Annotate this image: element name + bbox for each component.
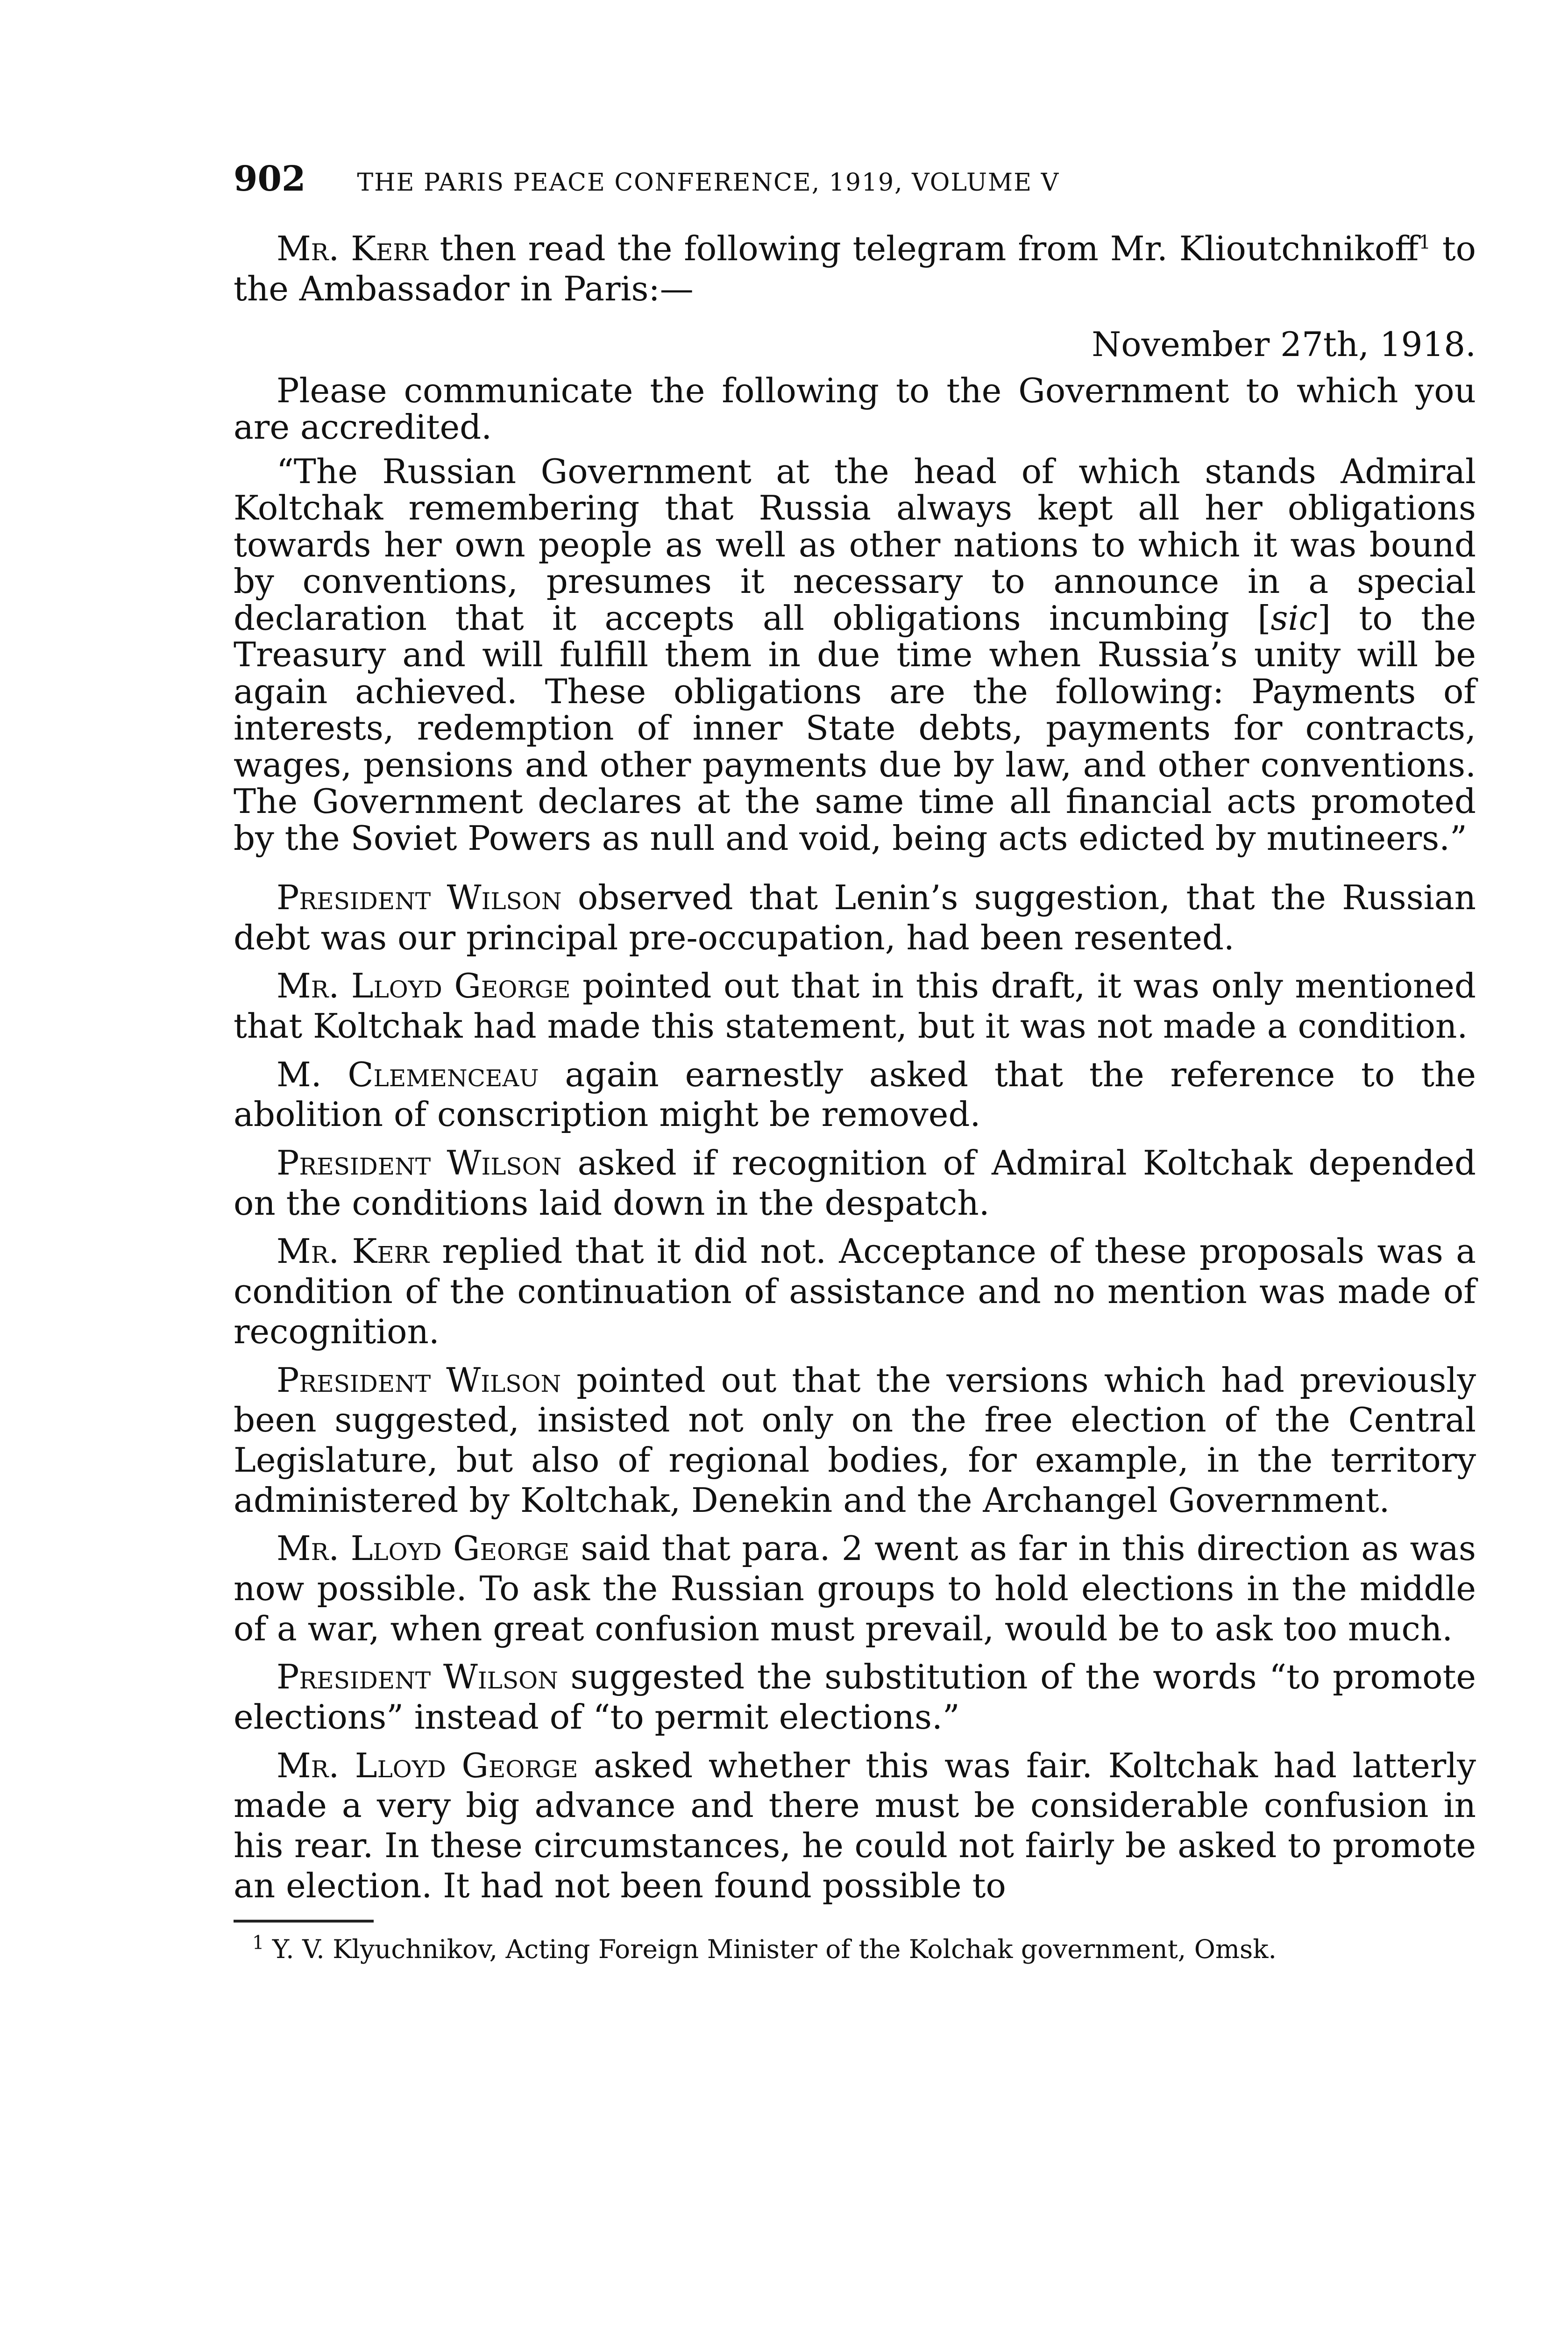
- paragraph-text: asked whether this was fair. Koltchak had latterly made a very big advance and there must be considerable confusion in his rear. In these circumstances, he could not fairly be asked to promote an election. It had not been found possible to: [234, 1745, 1476, 1905]
- footnote-text: Y. V. Klyuchnikov, Acting Foreign Minister of the Kolchak government, Omsk.: [264, 1934, 1277, 1965]
- footnote-divider: [234, 1920, 374, 1923]
- speaker-name: Mr. Lloyd George: [277, 966, 571, 1006]
- intro-text-before-note: then read the following telegram from Mr. Klioutchnikoff: [428, 229, 1419, 268]
- telegram-body: [234, 453, 1476, 856]
- paragraph: [234, 966, 1476, 1046]
- paragraph: [234, 878, 1476, 958]
- telegram-lead: Please communicate the following to the Government to which you are accredited.: [234, 371, 1476, 447]
- running-title: THE PARIS PEACE CONFERENCE, 1919, VOLUME V: [357, 169, 1060, 197]
- speaker-name: Mr. Kerr: [277, 229, 428, 268]
- paragraph: [234, 1746, 1476, 1906]
- footnote: [234, 1934, 1476, 1965]
- paragraph-text: suggested the substitution of the words “to promote elections” instead of “to permit elections.”: [234, 1657, 1476, 1737]
- running-head: [234, 159, 1476, 210]
- paragraph-text: observed that Lenin’s suggestion, that the Russian debt was our principal pre-occupation, had been resented.: [234, 878, 1476, 957]
- paragraph-text: pointed out that the versions which had previously been suggested, insisted not only on the free election of the Central Legislature, but also of regional bodies, for example, in the territory administered by Koltchak, Denekin and the Archangel Government.: [234, 1360, 1476, 1520]
- telegram-body-end: ] to the Treasury and will fulfill them in due time when Russia’s unity will be again achieved. These obligations are the following: Payments of interests, redemption of inner State debts, payments for contracts, wages, pensions and other payments due by law, and other conventions. The Government declares at the same time all financial acts promoted by the Soviet Powers as null and void, being acts edicted by mutineers.”: [234, 598, 1476, 858]
- page-number: 902: [234, 159, 306, 199]
- body-text: [234, 229, 1476, 1906]
- telegram-body-start: “The Russian Government at the head of which stands Admiral Koltchak remembering that Russia always kept all her obligations towards her own people as well as other nations to which it was bound by conventions, presumes it necessary to announce in a special declaration that it accepts all obligations incumbing [: [234, 451, 1476, 638]
- speaker-name: Mr. Kerr: [277, 1232, 430, 1271]
- paragraph: [234, 1529, 1476, 1649]
- paragraph-text: said that para. 2 went as far in this direction as was now possible. To ask the Russian groups to hold elections in the middle of a war, when great confusion must prevail, would be to ask too much.: [234, 1529, 1476, 1648]
- sic-note: sic: [1270, 598, 1318, 638]
- speaker-name: President Wilson: [277, 878, 562, 918]
- speaker-name: Mr. Lloyd George: [277, 1529, 570, 1568]
- speaker-name: M. Clemenceau: [277, 1054, 539, 1094]
- paragraph-text: pointed out that in this draft, it was only mentioned that Koltchak had made this statement, but it was not made a condition.: [234, 966, 1476, 1046]
- speaker-name: Mr. Lloyd George: [277, 1745, 578, 1785]
- telegram-quote: [234, 372, 1476, 856]
- footnote-reference: 1: [1419, 232, 1431, 253]
- telegram-date: November 27th, 1918.: [1092, 325, 1476, 364]
- paragraph: [234, 1360, 1476, 1521]
- speaker-name: President Wilson: [277, 1657, 558, 1697]
- intro-text-after-note: to the Ambassador in Paris:—: [234, 229, 1476, 308]
- paragraph: [234, 1143, 1476, 1223]
- speaker-name: President Wilson: [277, 1360, 561, 1400]
- paragraph: [234, 1232, 1476, 1352]
- paragraph: [234, 1657, 1476, 1737]
- paragraph: [234, 1055, 1476, 1135]
- footnote-marker: 1: [252, 1932, 264, 1954]
- paragraph-text: again earnestly asked that the reference to the abolition of conscription might be removed.: [234, 1054, 1476, 1134]
- paragraph-text: replied that it did not. Acceptance of these proposals was a condition of the continuation of assistance and no mention was made of recognition.: [234, 1232, 1476, 1351]
- document-page: [234, 159, 1476, 1965]
- speaker-name: President Wilson: [277, 1143, 562, 1183]
- intro-paragraph: [234, 229, 1476, 309]
- paragraph-text: asked if recognition of Admiral Koltchak depended on the conditions laid down in the despatch.: [234, 1143, 1476, 1223]
